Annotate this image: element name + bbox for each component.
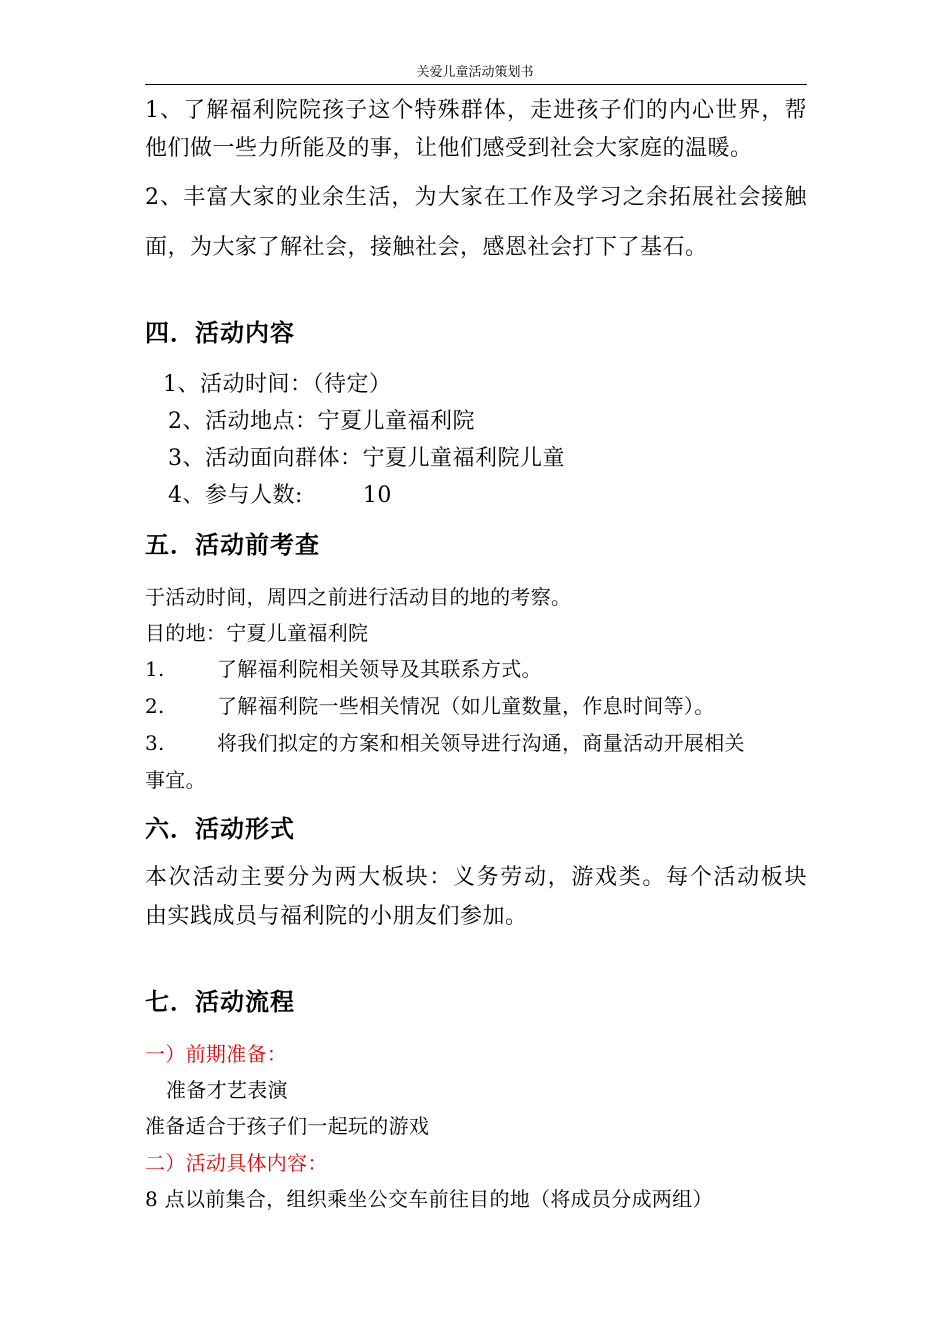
section-6-line-1: 本次活动主要分为两大板块：义务劳动，游戏类。每个活动板块 bbox=[145, 865, 807, 890]
purpose-line-2: 他们做一些力所能及的事，让他们感受到社会大家庭的温暖。 bbox=[145, 136, 753, 161]
section-4-item-2: 2、活动地点：宁夏儿童福利院 bbox=[168, 409, 475, 434]
list-text: 将我们拟定的方案和相关领导进行沟通，商量活动开展相关 bbox=[217, 731, 745, 755]
list-text: 了解福利院一些相关情况（如儿童数量，作息时间等）。 bbox=[217, 694, 715, 718]
purpose-line-1: 1、了解福利院院孩子这个特殊群体，走进孩子们的内心世界，帮 bbox=[145, 98, 807, 123]
section-4-item-3: 3、活动面向群体：宁夏儿童福利院儿童 bbox=[168, 446, 565, 471]
section-6-heading: 六．活动形式 bbox=[145, 814, 295, 843]
section-4-heading: 四．活动内容 bbox=[145, 318, 295, 347]
list-number: 1. bbox=[145, 657, 165, 681]
section-5-item-3-continued: 事宜。 bbox=[145, 768, 206, 792]
section-7-prep-2: 准备适合于孩子们一起玩的游戏 bbox=[145, 1114, 430, 1138]
section-7-subheading-2: 二）活动具体内容： bbox=[145, 1151, 328, 1175]
section-6-line-2: 由实践成员与福利院的小朋友们参加。 bbox=[145, 904, 528, 929]
purpose-line-3: 2、丰富大家的业余生活，为大家在工作及学习之余拓展社会接触 bbox=[145, 185, 807, 210]
section-7-detail-1: 8 点以前集合，组织乘坐公交车前往目的地（将成员分成两组） bbox=[145, 1187, 713, 1211]
page-header-title: 关爱儿童活动策划书 bbox=[416, 65, 534, 80]
section-4-item-4: 4、参与人数: 10 bbox=[168, 483, 392, 508]
section-5-destination: 目的地：宁夏儿童福利院 bbox=[145, 621, 369, 645]
section-7-prep-1: 准备才艺表演 bbox=[166, 1078, 288, 1102]
section-5-item-2 bbox=[145, 691, 715, 721]
section-5-item-3 bbox=[145, 728, 745, 758]
section-5-heading: 五．活动前考查 bbox=[145, 530, 320, 559]
list-number: 3. bbox=[145, 731, 165, 755]
list-text: 了解福利院相关领导及其联系方式。 bbox=[217, 657, 542, 681]
section-7-subheading-1: 一）前期准备： bbox=[145, 1042, 288, 1066]
section-5-item-1 bbox=[145, 654, 542, 684]
header-divider bbox=[145, 84, 807, 85]
section-4-item-1: 1、活动时间：（待定） bbox=[163, 372, 392, 397]
section-7-heading: 七．活动流程 bbox=[145, 987, 295, 1016]
purpose-line-4: 面，为大家了解社会，接触社会，感恩社会打下了基石。 bbox=[145, 235, 708, 260]
list-number: 2. bbox=[145, 694, 165, 718]
section-5-intro: 于活动时间，周四之前进行活动目的地的考察。 bbox=[145, 585, 572, 609]
